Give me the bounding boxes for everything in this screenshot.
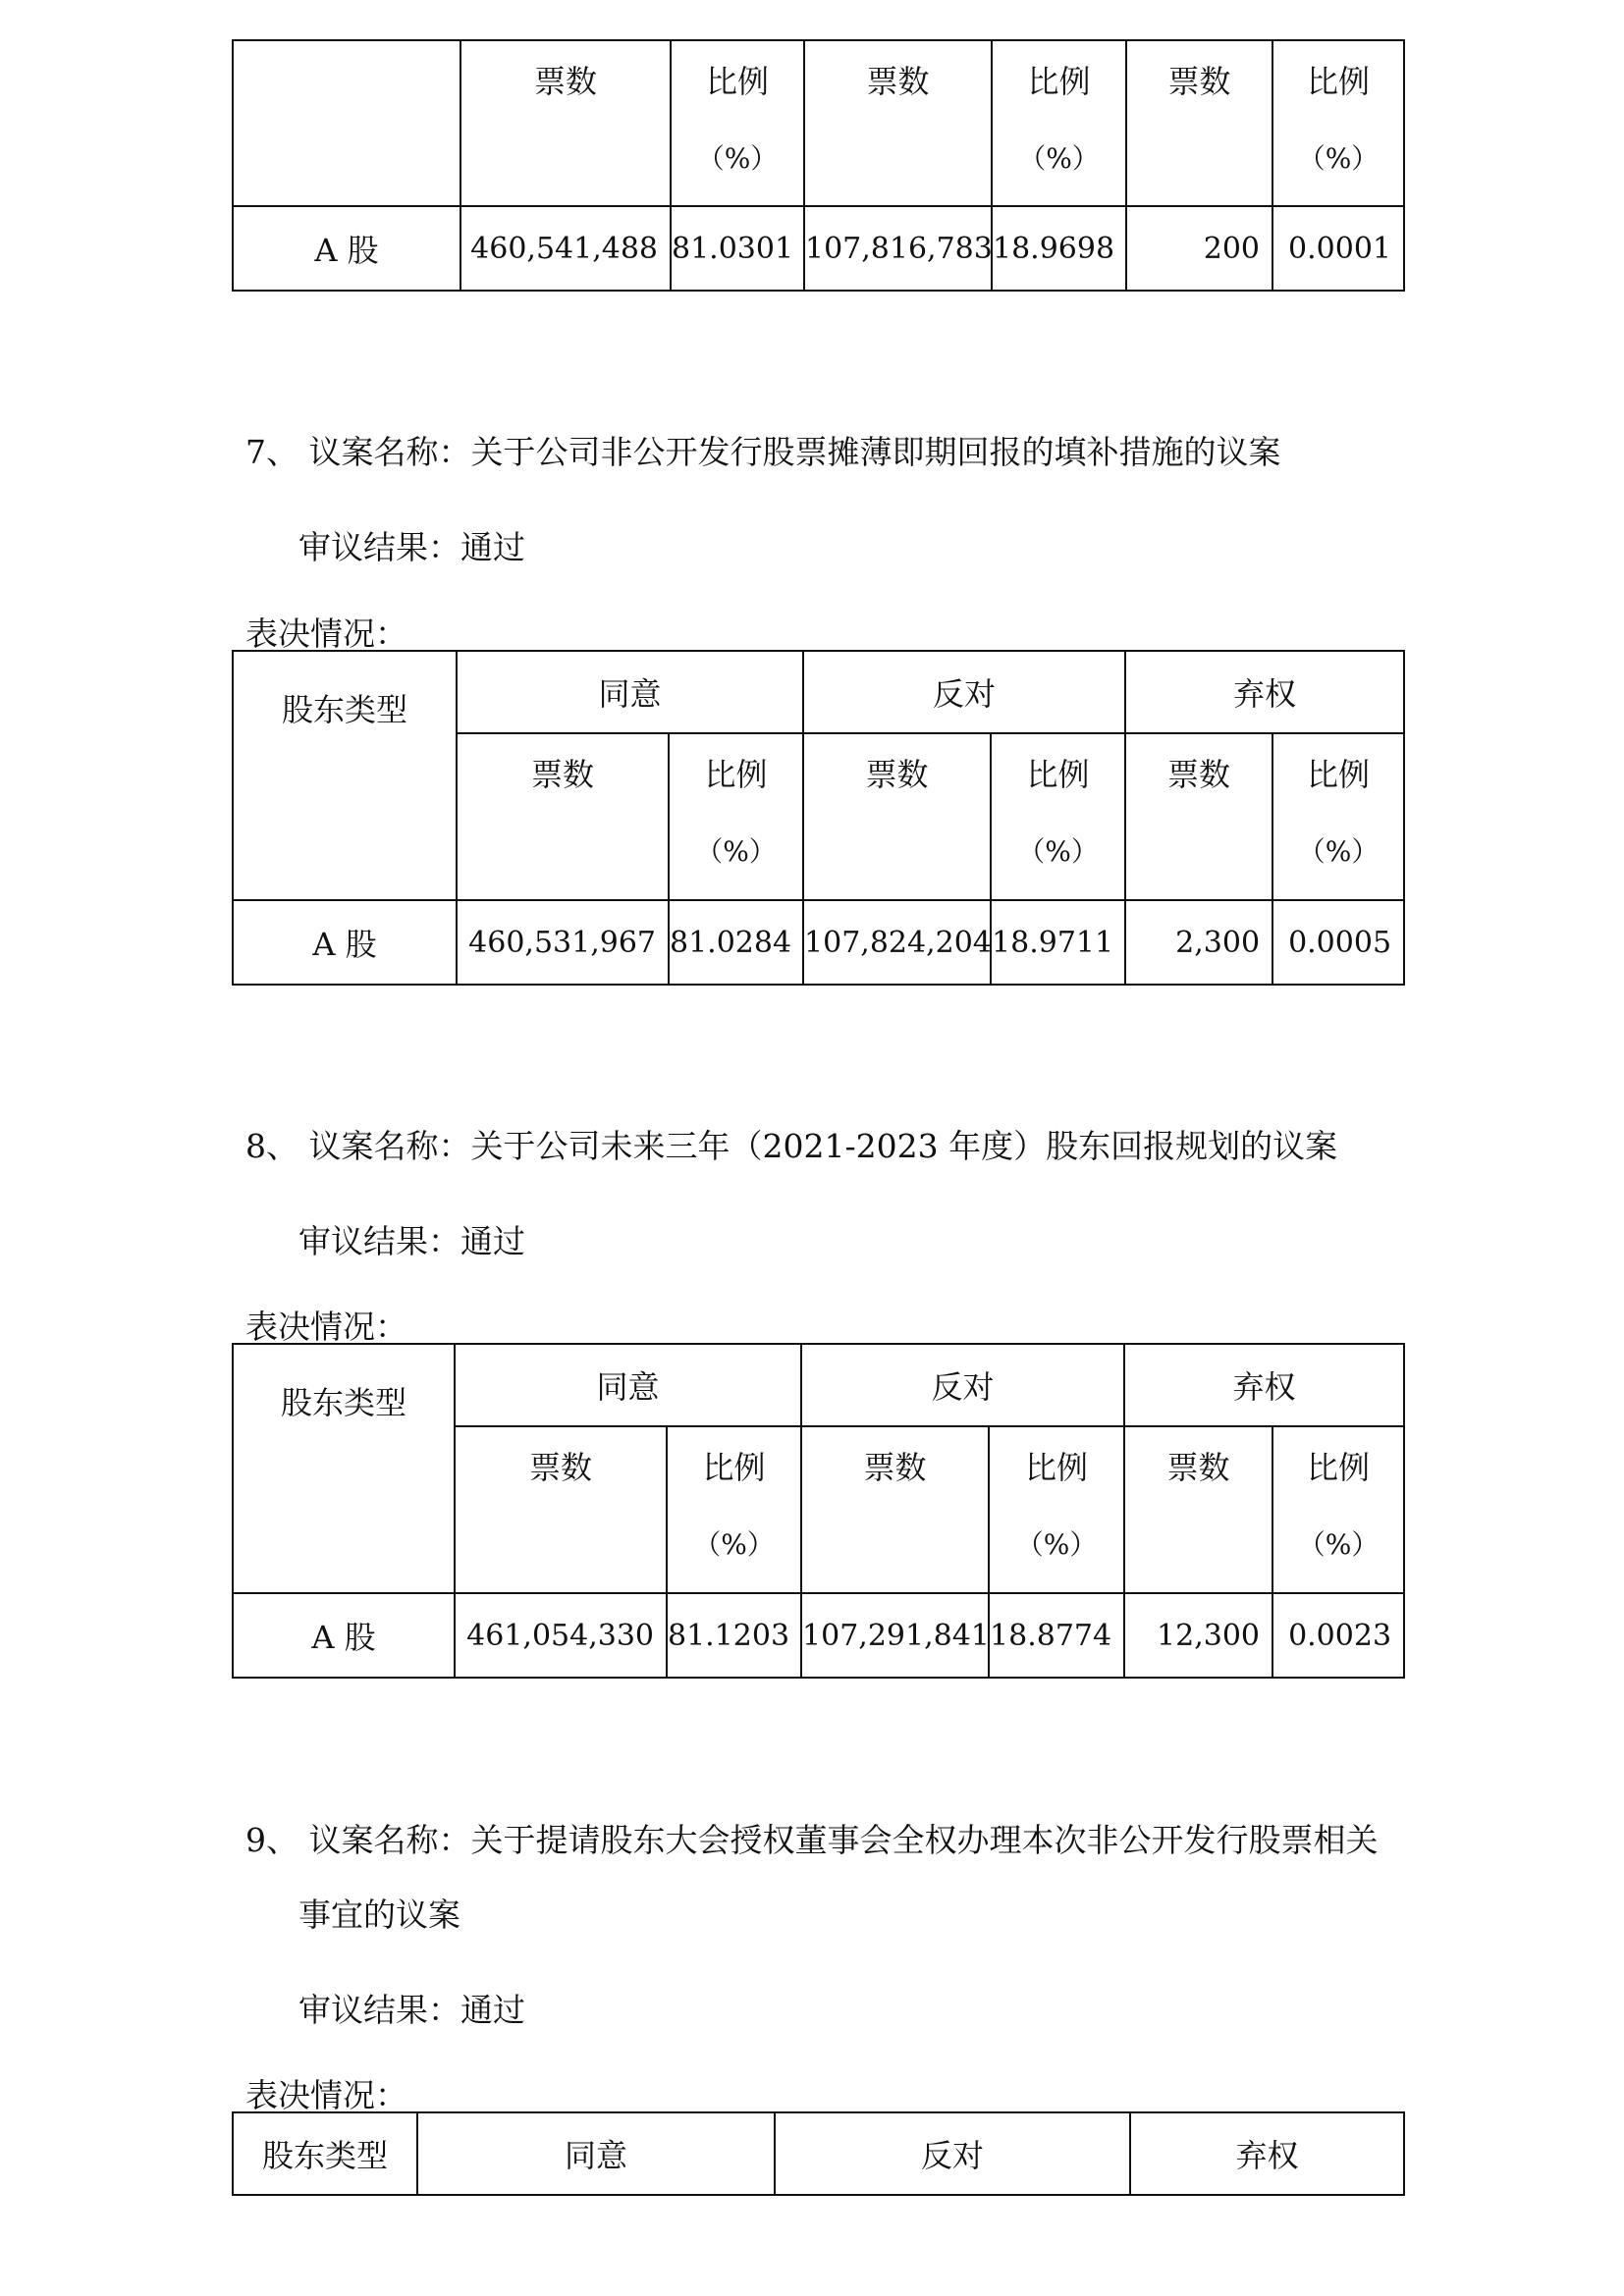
agree-header: 同意: [417, 2112, 775, 2195]
vote-table-9: [232, 2111, 1405, 2196]
item-7-result: 审议结果：通过: [298, 528, 525, 566]
abstain-votes-cell: 200: [1126, 206, 1272, 291]
abstain-votes-cell: 2,300: [1125, 900, 1272, 985]
item-7-title: 7、 议案名称：关于公司非公开发行股票摊薄即期回报的填补措施的议案: [245, 433, 1281, 471]
item-8-vote-status: 表决情况：: [245, 1308, 407, 1346]
oppose-pct-cell: 18.8774: [989, 1593, 1124, 1678]
oppose-pct-cell: 18.9698: [992, 206, 1126, 291]
oppose-votes-cell: 107,291,841: [801, 1593, 989, 1678]
abstain-ratio-header: 比例: [1307, 756, 1371, 793]
agree-ratio-header: 比例: [704, 756, 768, 793]
abstain-pct-header: （%）: [1297, 1528, 1380, 1561]
shareholder-type-header: 股东类型: [233, 651, 457, 900]
oppose-votes-cell: 107,816,783: [804, 206, 992, 291]
abstain-pct-header: （%）: [1297, 142, 1380, 175]
vote-table-8: [232, 1343, 1405, 1679]
abstain-header: 弃权: [1130, 2112, 1404, 2195]
abstain-header: 弃权: [1124, 1344, 1404, 1426]
item-9-vote-status: 表决情况：: [245, 2076, 407, 2114]
type-header-cell: [233, 40, 460, 206]
abstain-votes-header: 票数: [1167, 756, 1231, 793]
abstain-ratio-header: 比例: [1306, 63, 1370, 100]
oppose-ratio-header: 比例: [1026, 756, 1090, 793]
oppose-pct-header: （%）: [1015, 1528, 1098, 1561]
oppose-pct-cell: 18.9711: [991, 900, 1125, 985]
oppose-votes-header: 票数: [866, 63, 930, 100]
item-9-title-line2: 事宜的议案: [298, 1896, 460, 1934]
agree-pct-header: （%）: [696, 142, 779, 175]
oppose-pct-header: （%）: [1018, 142, 1100, 175]
share-type-cell: A 股: [233, 900, 457, 985]
item-9-result: 审议结果：通过: [298, 1991, 525, 2029]
abstain-votes-header: 票数: [1167, 63, 1231, 100]
agree-pct-header: （%）: [695, 835, 777, 868]
abstain-pct-cell: 0.0023: [1272, 1593, 1404, 1678]
abstain-pct-cell: 0.0001: [1272, 206, 1404, 291]
item-9-title-line1: 9、 议案名称：关于提请股东大会授权董事会全权办理本次非公开发行股票相关: [245, 1821, 1379, 1859]
abstain-votes-header: 票数: [1166, 1449, 1230, 1486]
agree-header: 同意: [457, 651, 803, 733]
oppose-votes-header: 票数: [865, 756, 929, 793]
abstain-pct-header: （%）: [1297, 835, 1380, 868]
agree-pct-cell: 81.1203: [667, 1593, 801, 1678]
oppose-header: 反对: [775, 2112, 1130, 2195]
share-type-cell: A 股: [233, 206, 460, 291]
item-7-vote-status: 表决情况：: [245, 614, 407, 653]
agree-pct-cell: 81.0301: [671, 206, 804, 291]
agree-votes-cell: 461,054,330: [455, 1593, 667, 1678]
abstain-ratio-header: 比例: [1307, 1449, 1371, 1486]
agree-ratio-header: 比例: [705, 63, 769, 100]
oppose-ratio-header: 比例: [1025, 1449, 1089, 1486]
oppose-header: 反对: [801, 1344, 1124, 1426]
agree-votes-cell: 460,541,488: [460, 206, 671, 291]
agree-votes-cell: 460,531,967: [457, 900, 669, 985]
vote-table-7: [232, 650, 1405, 986]
oppose-header: 反对: [803, 651, 1125, 733]
agree-pct-cell: 81.0284: [669, 900, 803, 985]
agree-ratio-header: 比例: [702, 1449, 766, 1486]
shareholder-type-header: 股东类型: [233, 2112, 417, 2195]
share-type-cell: A 股: [233, 1593, 455, 1678]
abstain-pct-cell: 0.0005: [1272, 900, 1404, 985]
item-8-title: 8、 议案名称：关于公司未来三年（2021-2023 年度）股东回报规划的议案: [245, 1127, 1338, 1165]
abstain-votes-cell: 12,300: [1124, 1593, 1272, 1678]
abstain-header: 弃权: [1125, 651, 1404, 733]
agree-votes-header: 票数: [533, 63, 597, 100]
oppose-votes-header: 票数: [863, 1449, 927, 1486]
shareholder-type-header: 股东类型: [233, 1344, 455, 1593]
oppose-ratio-header: 比例: [1027, 63, 1091, 100]
agree-votes-header: 票数: [528, 1449, 592, 1486]
vote-table-6: [232, 39, 1405, 292]
agree-header: 同意: [455, 1344, 801, 1426]
agree-votes-header: 票数: [530, 756, 594, 793]
oppose-votes-cell: 107,824,204: [803, 900, 991, 985]
item-8-result: 审议结果：通过: [298, 1222, 525, 1260]
oppose-pct-header: （%）: [1017, 835, 1099, 868]
agree-pct-header: （%）: [693, 1528, 775, 1561]
